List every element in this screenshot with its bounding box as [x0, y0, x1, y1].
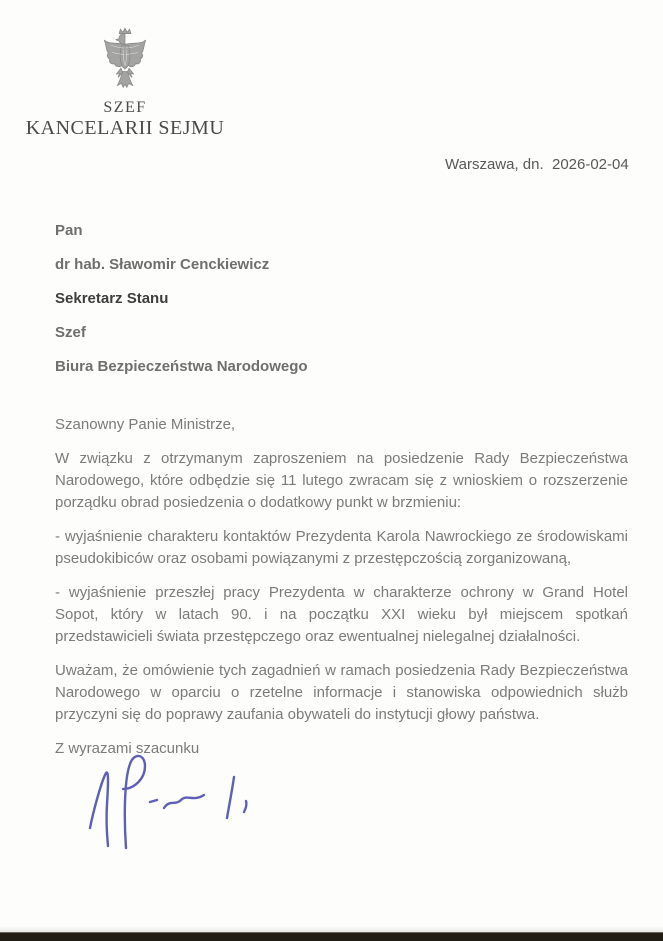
handwritten-signature: [76, 744, 276, 854]
body-paragraph-1: W związku z otrzymanym zaproszeniem na posiedzenie Rady Bezpieczeństwa Narodowego, które odbędzie się 11 lutego zwracam się z wnioskiem o rozszerzenie porządku obrad posiedzenia o dodatkowy punkt w brzmieniu:: [55, 450, 628, 511]
letter-body: [55, 414, 628, 760]
body-paragraph-4: Uważam, że omówienie tych zagadnień w ramach posiedzenia Rady Bezpieczeństwa Narodowego w oparciu o rzetelne informacje i stanowiska odpowiednich służb przyczyni się do poprawy zaufania obywateli do instytucji głowy państwa.: [55, 662, 628, 723]
recipient-line-title: Pan: [55, 222, 83, 239]
polish-eagle-emblem-icon: [102, 26, 148, 92]
letterhead-title-line1: SZEF: [103, 99, 147, 116]
recipient-line-role: Szef: [55, 324, 86, 341]
letterhead-title-line2: KANCELARII SEJMU: [25, 117, 225, 139]
body-paragraph-3: - wyjaśnienie przeszłej pracy Prezydenta w charakterze ochrony w Grand Hotel Sopot, który w latach 90. i na początku XXI wieku był miejscem spotkań przedstawicieli świata przestępczego oraz ewentualnej nielegalnej działalności.: [55, 584, 628, 645]
salutation: Szanowny Panie Ministrze,: [55, 416, 236, 433]
date-line: Warszawa, dn. 2026-02-04: [445, 156, 629, 173]
letterhead: [15, 26, 235, 139]
recipient-line-name: dr hab. Sławomir Cenckiewicz: [55, 256, 270, 273]
scan-edge-bar: [0, 932, 663, 941]
recipient-line-institution: Biura Bezpieczeństwa Narodowego: [55, 358, 308, 375]
closing-phrase: Z wyrazami szacunku: [55, 740, 200, 757]
recipient-line-position: Sekretarz Stanu: [55, 290, 169, 307]
body-paragraph-2: - wyjaśnienie charakteru kontaktów Prezydenta Karola Nawrockiego ze środowiskami pseudokibiców oraz osobami powiązanymi z przestępczością zorganizowaną,: [55, 528, 628, 567]
recipient-block: [55, 221, 308, 391]
